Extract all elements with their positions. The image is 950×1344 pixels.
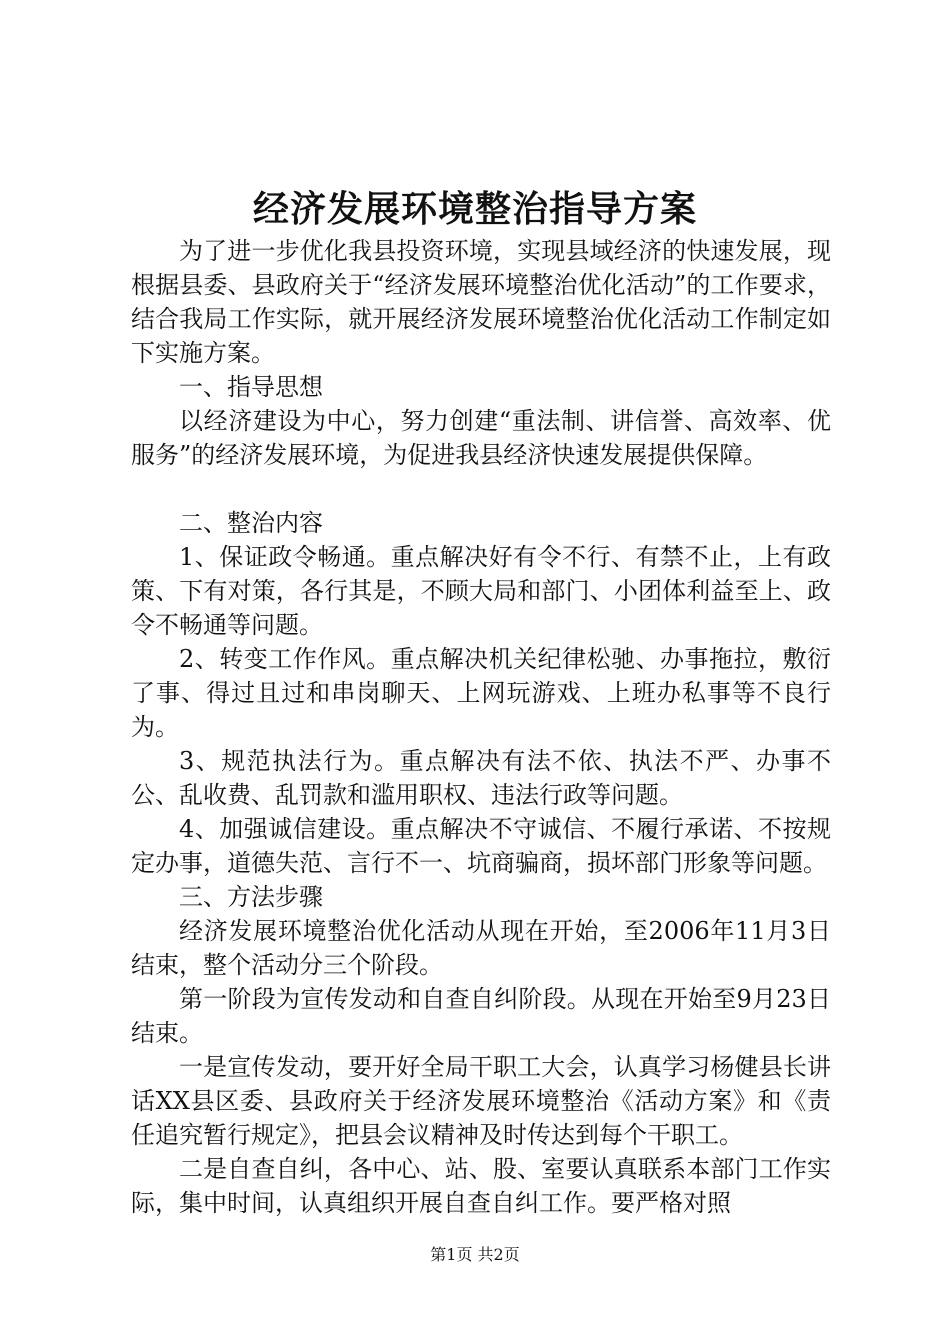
paragraph-phase-one: 第一阶段为宣传发动和自查自纠阶段。从现在开始至9月23日结束。 bbox=[131, 985, 831, 1047]
paragraph-spacer bbox=[131, 472, 831, 506]
section-heading-method-steps: 三、方法步骤 bbox=[179, 883, 323, 911]
paragraph-steps-overview: 经济发展环境整治优化活动从现在开始，至2006年11月3日结束，整个活动分三个阶段。 bbox=[131, 917, 831, 979]
paragraph-second-task: 二是自查自纠，各中心、站、股、室要认真联系本部门工作实际，集中时间，认真组织开展自查自纠工作。要严格对照 bbox=[131, 1155, 831, 1217]
paragraph-first-task: 一是宣传发动，要开好全局干职工大会，认真学习杨健县长讲话XX县区委、县政府关于经济发展环境整治《活动方案》和《责任追究暂行规定》，把县会议精神及时传达到每个干职工。 bbox=[131, 1053, 831, 1149]
document-title: 经济发展环境整治指导方案 bbox=[252, 188, 697, 230]
list-item-4: 4、加强诚信建设。重点解决不守诚信、不履行承诺、不按规定办事，道德失范、言行不一、坑商骗商，损坏部门形象等问题。 bbox=[131, 815, 831, 877]
paragraph-intro: 为了进一步优化我县投资环境，实现县域经济的快速发展，现根据县委、县政府关于“经济发展环境整治优化活动”的工作要求，结合我局工作实际，就开展经济发展环境整治优化活动工作制定如下实施方案。 bbox=[131, 237, 831, 367]
list-item-3: 3、规范执法行为。重点解决有法不依、执法不严、办事不公、乱收费、乱罚款和滥用职权、违法行政等问题。 bbox=[131, 747, 831, 809]
paragraph-guiding-thought: 以经济建设为中心，努力创建“重法制、讲信誉、高效率、优服务”的经济发展环境，为促进我县经济快速发展提供保障。 bbox=[131, 407, 831, 469]
section-heading-guiding-thought: 一、指导思想 bbox=[179, 373, 323, 401]
list-item-1: 1、保证政令畅通。重点解决好有令不行、有禁不止，上有政策、下有对策，各行其是，不顾大局和部门、小团体利益至上、政令不畅通等问题。 bbox=[131, 543, 831, 639]
list-item-2: 2、转变工作作风。重点解决机关纪律松驰、办事拖拉，敷衍了事、得过且过和串岗聊天、上网玩游戏、上班办私事等不良行为。 bbox=[131, 645, 831, 741]
section-heading-rectification-content: 二、整治内容 bbox=[179, 509, 323, 537]
page-number-footer: 第1页 共2页 bbox=[430, 1245, 520, 1264]
document-body bbox=[131, 234, 831, 1220]
